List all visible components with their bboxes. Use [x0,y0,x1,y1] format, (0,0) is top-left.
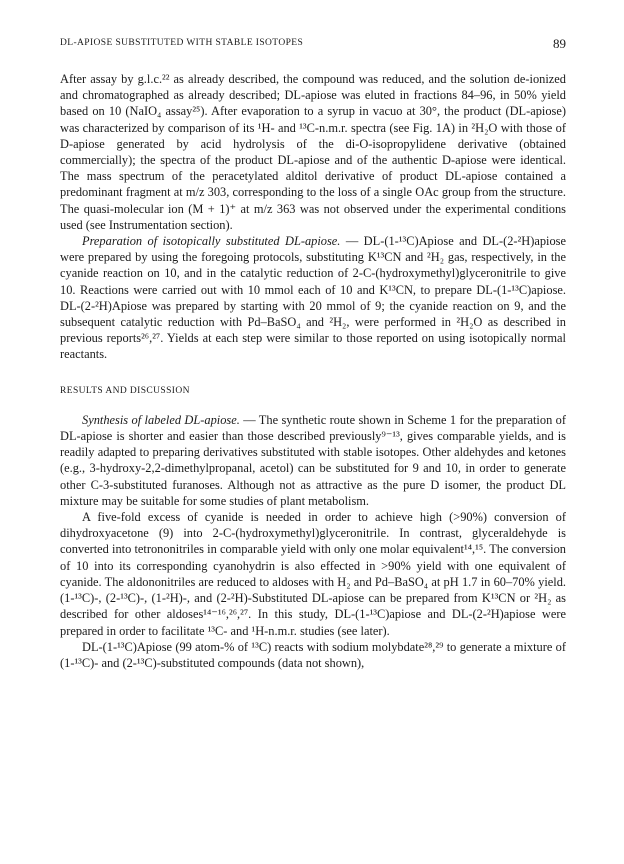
paragraph-synthesis [60,412,566,509]
paragraph-cyanide-excess: A five-fold excess of cyanide is needed in order to achieve high (>90%) conversion of dihydroxyacetone (9) into 2-C-(hydroxymethyl)glyceronitrile. In contrast, glyceraldehyde is converted into tetrononitriles in comparable yield with only one molar equivalent¹⁴,¹⁵. The conversion of 10 into its corresponding cyanohydrin is also effected in >90% yield with one equivalent of cyanide. The aldononitriles are reduced to aldoses with H₂ and Pd–BaSO₄ at pH 1.7 in 60–70% yield. (1-¹³C)-, (2-¹³C)-, (1-²H)-, and (2-²H)-Substituted DL-apiose can be prepared from K¹³CN or ²H₂ as described for other aldoses¹⁴⁻¹⁶,²⁶,²⁷. In this study, DL-(1-¹³C)apiose and DL-(2-²H)apiose were prepared in order to facilitate ¹³C- and ¹H-n.m.r. studies (see later). [60,510,566,638]
body-text [60,71,566,671]
section-heading-results: RESULTS AND DISCUSSION [60,385,190,396]
paragraph-synthesis-body: — The synthetic route shown in Scheme 1 for the preparation of DL-apiose is shorter and easier than those described previously⁹⁻¹³, gives comparable yields, and is readily adapted to preparing derivatives substituted with stable isotopes. Other aldehydes and ketones (e.g., 3-hydroxy-2,2-dimethylpropanal, acetol) can be substituted for 9 and 10, in order to generate other C-3-substituted furanoses. Although not as attractive as the pure D isomer, the product DL mixture may be suitable for some studies of plant metabolism. [60,412,566,508]
paragraph-assay: After assay by g.l.c.²² as already described, the compound was reduced, and the solution de-ionized and chromatographed as already described; DL-apiose was eluted in fractions 84–96, in 50% yield based on 10 (NaIO₄ assay²⁵). After evaporation to a syrup in vacuo at 30°, the product (DL-apiose) was characterized by comparison of its ¹H- and ¹³C-n.m.r. spectra (see Fig. 1A) in ²H₂O with those of D-apiose generated by acid hydrolysis of the di-O-isopropylidene derivative (obtained commercially); the spectra of the product DL-apiose and of the authentic D-apiose were identical. The mass spectrum of the peracetylated alditol derivative of product DL-apiose contained a predominant fragment at m/z 303, corresponding to the loss of a single OAc group from the structure. The quasi-molecular ion (M + 1)⁺ at m/z 363 was not observed under the experimental conditions used (see Instrumentation section). [60,72,566,232]
run-in-heading-synthesis: Synthesis of labeled DL-apiose. [82,412,240,427]
paragraph-molybdate: DL-(1-¹³C)Apiose (99 atom-% of ¹³C) reacts with sodium molybdate²⁸,²⁹ to generate a mixture of (1-¹³C)- and (2-¹³C)-substituted compounds (data not shown), [60,639,566,670]
running-head: DL-APIOSE SUBSTITUTED WITH STABLE ISOTOPES [60,38,304,48]
paragraph-isotopic-preparation-body: — DL-(1-¹³C)Apiose and DL-(2-²H)apiose were prepared by using the foregoing protocols, substituting K¹³CN and ²H₂ gas, respectively, in the cyanide reaction on 10, and in the catalytic reduction of 2-C-(hydroxymethyl)glyceronitrile to give 10. Reactions were carried out with 10 mmol each of 10 and K¹³CN, to prepare DL-(1-¹³C)apiose. DL-(2-²H)Apiose was prepared by starting with 20 mmol of 9; the cyanide reaction on 9, and the subsequent catalytic reduction with Pd–BaSO₄ and ²H₂, were performed in ²H₂O as described in previous reports²⁶,²⁷. Yields at each step were similar to those reported on using isotopically normal reactants. [60,234,566,362]
run-in-heading-preparation: Preparation of isotopically substituted DL-apiose. [82,234,341,249]
page-header [60,38,566,54]
paragraph-isotopic-preparation [60,233,566,363]
page-number: 89 [553,36,566,51]
